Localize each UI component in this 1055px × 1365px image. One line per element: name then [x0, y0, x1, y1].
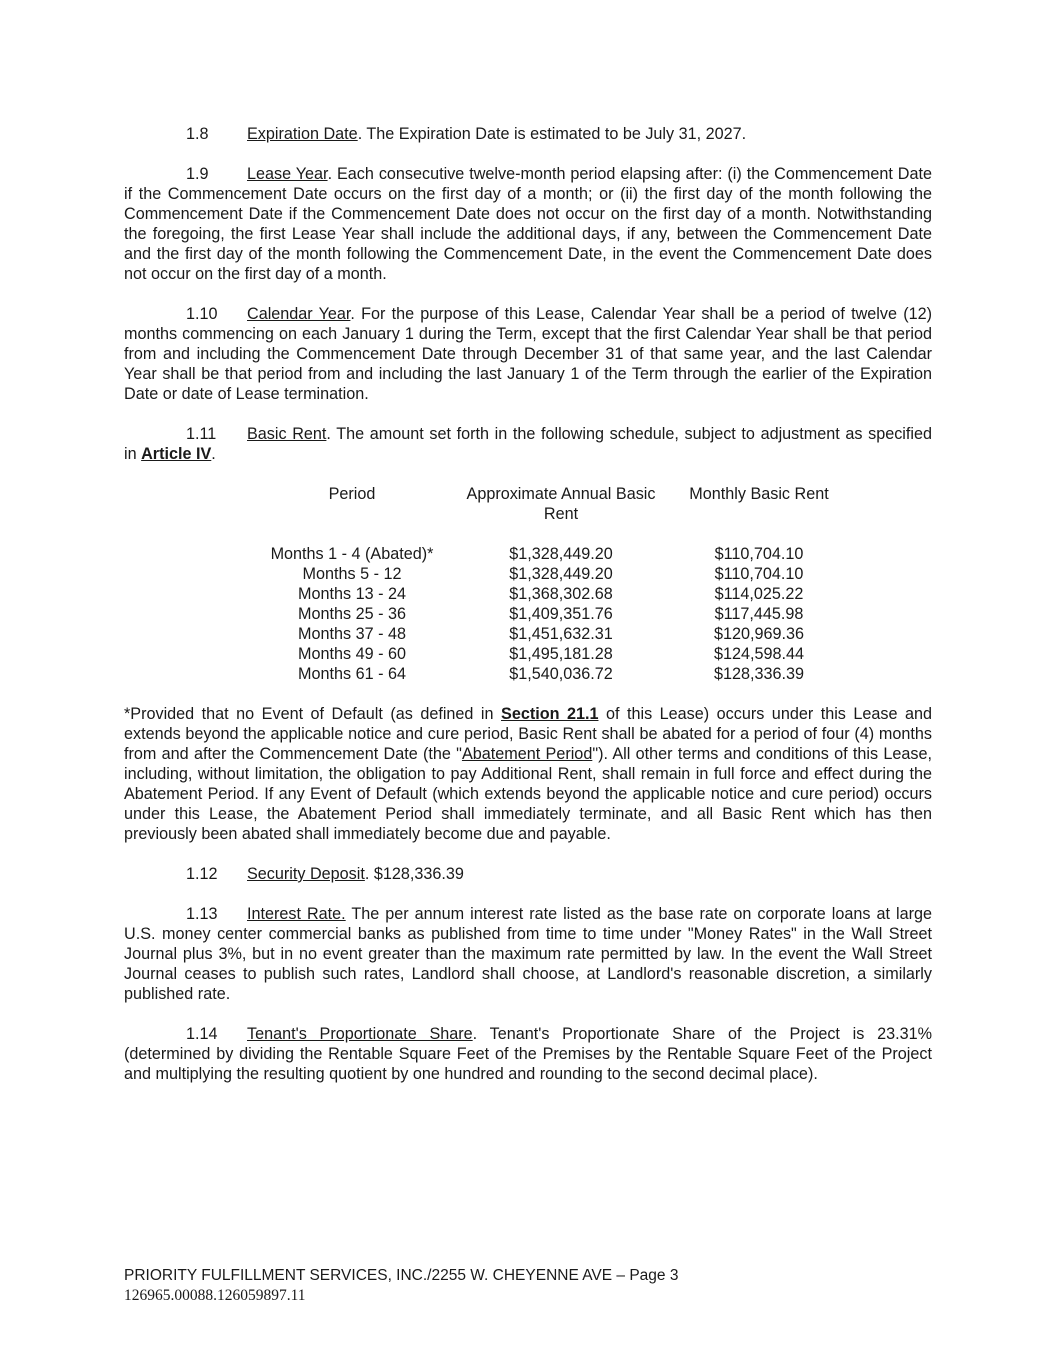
footnote-text: "). All other terms and conditions of this Lease, including, without limitation, the obligation to pay Additional Rent, shall remain in full force and effect during the Abatement Period. If any Event of Default (which extends beyond the applicable notice and cure period) occurs under this Lease, the Abatement Period shall immediately terminate, and all Basic Rent which has then previously been abated shall immediately become due and payable.: [124, 745, 932, 843]
section-1-8: [124, 124, 932, 144]
table-row: [254, 564, 846, 584]
section-text: The per annum interest rate listed as the base rate on corporate loans at large U.S. money center commercial banks as published from time to time under "Money Rates" in the Wall Street Journal plus 3%, but in no event greater than the maximum rate permitted by law. In the event the Wall Street Journal ceases to publish such rates, Landlord shall choose, at Landlord's reasonable discretion, a similarly published rate.: [124, 905, 932, 1003]
section-1-13: [124, 904, 932, 1004]
annual-rent-cell: $1,409,351.76: [509, 605, 613, 623]
monthly-rent-cell: $110,704.10: [714, 565, 804, 583]
abatement-footnote: [124, 704, 932, 844]
annual-rent-cell: $1,451,632.31: [509, 625, 613, 643]
period-cell: Months 1 - 4 (Abated)*: [270, 545, 434, 563]
defined-term: Lease Year: [247, 165, 328, 183]
defined-term: Abatement Period: [461, 745, 593, 763]
lease-page: [124, 124, 932, 1104]
period-cell: Months 49 - 60: [298, 645, 406, 663]
period-cell: Months 13 - 24: [298, 585, 406, 603]
defined-term: Calendar Year: [247, 305, 351, 323]
footnote-text: *Provided that no Event of Default (as defined in: [124, 705, 502, 723]
section-1-14: [124, 1024, 932, 1084]
monthly-rent-cell: $124,598.44: [713, 645, 805, 663]
article-reference: Article IV: [141, 445, 212, 463]
basic-rent-table: [254, 484, 846, 684]
section-text: . $128,336.39: [364, 865, 464, 883]
monthly-rent-cell: $120,969.36: [713, 625, 805, 643]
annual-rent-cell: $1,328,449.20: [509, 545, 613, 563]
section-number: 1.8: [186, 125, 209, 143]
period-cell: Months 5 - 12: [302, 565, 402, 583]
section-text: . The amount set forth in the following schedule, subject to adjustment as specified in: [124, 425, 932, 463]
section-1-9: [124, 164, 932, 284]
table-row: [254, 624, 846, 644]
table-row: [254, 644, 846, 664]
section-number: 1.14: [186, 1025, 218, 1043]
monthly-rent-cell: $128,336.39: [713, 665, 805, 683]
period-cell: Months 37 - 48: [298, 625, 406, 643]
period-cell: Months 61 - 64: [298, 665, 406, 683]
monthly-rent-cell: $114,025.22: [714, 585, 804, 603]
section-reference: Section 21.1: [501, 705, 599, 723]
section-text: . The Expiration Date is estimated to be July 31, 2027.: [357, 125, 747, 143]
annual-rent-cell: $1,540,036.72: [509, 665, 613, 683]
section-text: . Tenant's Proportionate Share of the Project is 23.31% (determined by dividing the Rentable Square Feet of the Premises by the Rentable Square Feet of the Project and multiplying the resulting quotient by one hundred and rounding to the second decimal place).: [124, 1025, 932, 1083]
table-row: [254, 664, 846, 684]
section-number: 1.12: [186, 865, 218, 883]
column-header-annual-rent: Approximate Annual Basic Rent: [466, 485, 656, 523]
section-number: 1.9: [186, 165, 209, 183]
column-header-monthly-rent: Monthly Basic Rent: [689, 485, 829, 503]
annual-rent-cell: $1,495,181.28: [509, 645, 613, 663]
defined-term: Security Deposit: [247, 865, 365, 883]
section-number: 1.11: [186, 425, 217, 443]
period-cell: Months 25 - 36: [298, 605, 406, 623]
section-1-11: [124, 424, 932, 464]
section-1-10: [124, 304, 932, 404]
defined-term: Basic Rent: [247, 425, 327, 443]
defined-term: Interest Rate.: [247, 905, 346, 923]
section-text: . For the purpose of this Lease, Calendar Year shall be a period of twelve (12) months commencing on each January 1 during the Term, except that the first Calendar Year shall be that period from and including the Commencement Date through December 31 of that same year, and the last Calendar Year shall be that period from and including the last January 1 of the Term through the earlier of the Expiration Date or date of Lease termination.: [124, 305, 932, 403]
monthly-rent-cell: $110,704.10: [714, 545, 804, 563]
monthly-rent-cell: $117,445.98: [714, 605, 804, 623]
section-text-end: .: [211, 445, 216, 463]
column-header-period: Period: [328, 485, 376, 503]
defined-term: Expiration Date: [247, 125, 358, 143]
table-header-row: [254, 484, 846, 524]
table-spacer: [254, 524, 846, 544]
annual-rent-cell: $1,328,449.20: [509, 565, 613, 583]
footer-title: PRIORITY FULFILLMENT SERVICES, INC./2255 W. CHEYENNE AVE – Page 3: [124, 1267, 679, 1284]
table-row: [254, 544, 846, 564]
defined-term: Tenant's Proportionate Share: [247, 1025, 473, 1043]
footnote-text: of this Lease) occurs under this Lease and extends beyond the applicable notice and cure period, Basic Rent shall be abated for a period of four (4) months from and after the Commencement Date (the ": [124, 705, 932, 763]
annual-rent-cell: $1,368,302.68: [509, 585, 613, 603]
section-number: 1.10: [186, 305, 218, 323]
page-footer: [124, 1266, 932, 1306]
section-number: 1.13: [186, 905, 218, 923]
table-row: [254, 604, 846, 624]
footer-document-id: 126965.00088.126059897.11: [124, 1287, 306, 1304]
section-text: . Each consecutive twelve-month period elapsing after: (i) the Commencement Date if the Commencement Date occurs on the first day of a month; or (ii) the first day of the month following the Commencement Date if the Commencement Date does not occur on the first day of a month. Notwithstanding the foregoing, the first Lease Year shall include the additional days, if any, between the Commencement Date and the first day of the month following the Commencement Date, in the event the Commencement Date does not occur on the first day of a month.: [124, 165, 933, 283]
section-1-12: [124, 864, 932, 884]
table-row: [254, 584, 846, 604]
